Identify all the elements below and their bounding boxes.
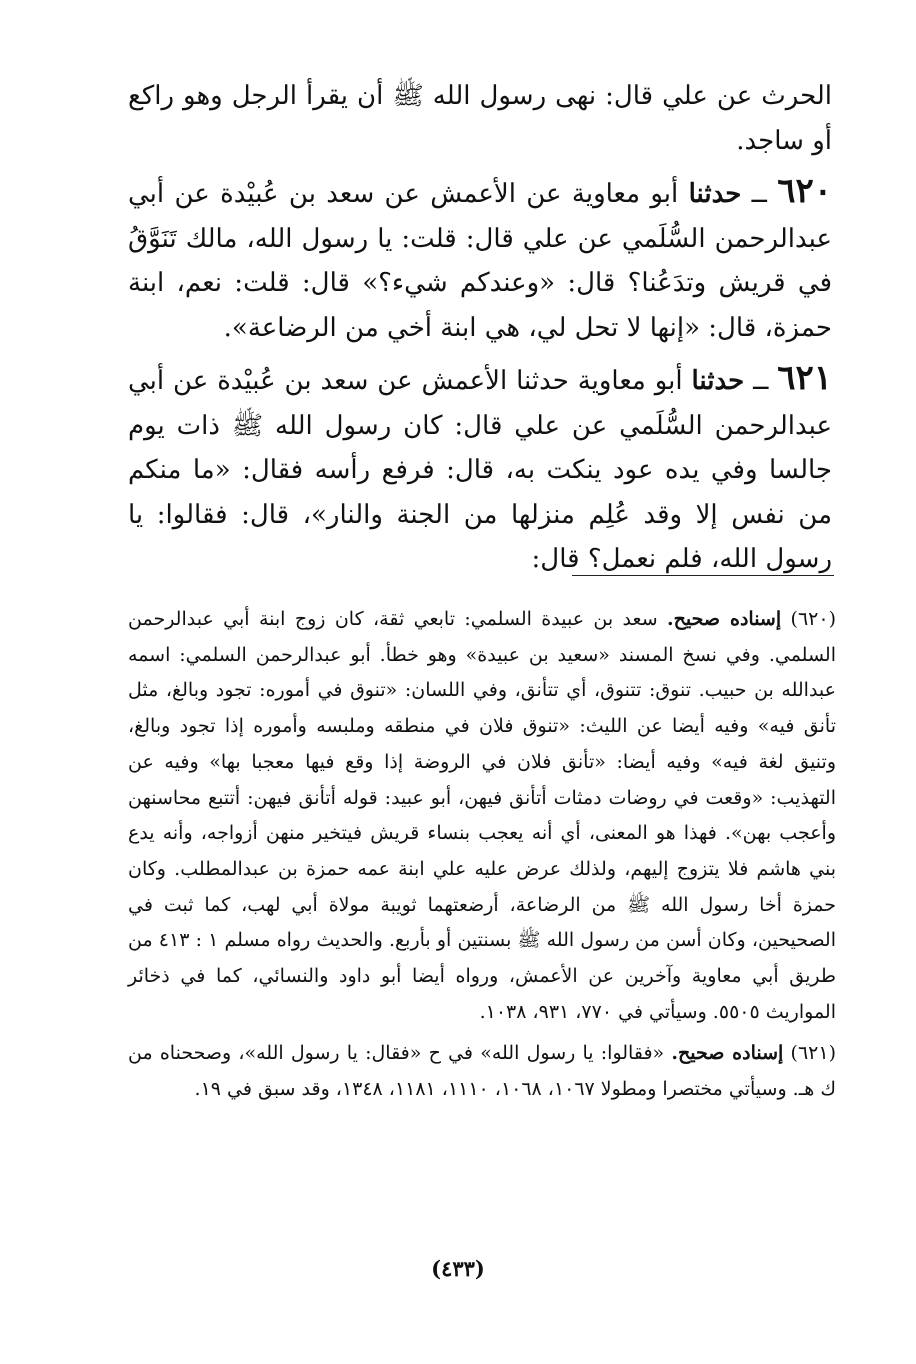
footnote-lead: إسناده صحيح. <box>671 1042 784 1065</box>
page-number: (٤٣٣) <box>431 1256 485 1281</box>
hadith-text: أبو معاوية حدثنا الأعمش عن سعد بن عُبيْدة عن أبي عبدالرحمن السُّلَمي عن علي قال: كان رسول الله ﷺ ذات يوم جالسا وفي يده عود ينكت به، قال: فرفع رأسه فقال: «ما منكم من نفس إلا وقد عُلِم منزلها من الجنة والنار»، قال: فقالوا: يا رسول الله، فلم نعمل؟ قال: <box>128 366 832 574</box>
hadith-text: أبو معاوية عن الأعمش عن سعد بن عُبيْدة عن أبي عبدالرحمن السُّلَمي عن علي قال: قلت: يا رسول الله، مالك تَنَوَّقُ في قريش وتدَعُنا؟ قال: «وعندكم شيء؟» قال: قلت: نعم، ابنة حمزة، قال: «إنها لا تحل لي، هي ابنة أخي من الرضاعة». <box>128 179 832 343</box>
main-text-block <box>128 74 832 582</box>
hadith-dash: ــ <box>753 366 769 396</box>
hadith-number: ٦٢١ <box>777 358 833 398</box>
hadith-lead-word: حدثنا <box>688 179 742 209</box>
footnote-621 <box>128 1036 836 1107</box>
footnote-text: «فقالوا: يا رسول الله» في ح «فقال: يا رسول الله»، وصححناه من ك هـ. وسيأتي مختصرا ومطولا ١٠٦٧، ١٠٦٨، ١١١٠، ١١٨١، ١٣٤٨، وقد سبق في ١٩. <box>128 1042 836 1101</box>
footnote-text: سعد بن عبيدة السلمي: تابعي ثقة، كان زوج ابنة أبي عبدالرحمن السلمي. وفي نسخ المسند «سعيد بن عبيدة» وهو خطأ. أبو عبدالرحمن السلمي: اسمه عبدالله بن حبيب. تنوق: تتنوق، أي تتأنق، وفي اللسان: «تنوق في أموره: تجود وبالغ، مثل تأنق فيه» وفيه أيضا عن الليث: «تنوق فلان في منطقه وملبسه وأموره إذا تجود وبالغ، وتنيق لغة فيه» وفيه أيضا: «تأنق فلان في الروضة إذا وقع فيها معجبا بها» وفيه عن التهذيب: «وقعت في روضات دمثات أتأنق فيهن، أبو عبيد: قوله أتأنق فيهن: أتتبع محاسنهن وأعجب بهن». فهذا هو المعنى، أي أنه يعجب بنساء قريش فيتخير منهن أزواجه، وأنه يدع بني هاشم فلا يتزوج إليهم، ولذلك عرض عليه علي ابنة عمه حمزة بن عبدالمطلب. وكان حمزة أخا رسول الله ﷺ من الرضاعة، أرضعتهما ثويبة مولاة أبي لهب، كما ثبت في الصحيحين، وكان أسن من رسول الله ﷺ بسنتين أو بأربع. والحديث رواه مسلم ١ : ٤١٣ من طريق أبي معاوية وآخرين عن الأعمش، ورواه أيضا أبو داود والنسائي، كما في ذخائر المواريث ٥٥٠٥. وسيأتي في ٧٧٠، ٩٣١، ١٠٣٨. <box>128 608 837 1023</box>
hadith-621 <box>128 356 832 582</box>
footnote-ref: (٦٢٠) <box>790 608 836 630</box>
top-paragraph: الحرث عن علي قال: نهى رسول الله ﷺ أن يقرأ الرجل وهو راكع أو ساجد. <box>128 81 832 156</box>
footnote-lead: إسناده صحيح. <box>667 608 782 630</box>
hadith-number: ٦٢٠ <box>777 171 833 211</box>
hadith-dash: ــ <box>751 179 767 209</box>
hadith-620 <box>128 169 832 350</box>
footnote-620 <box>128 602 836 1030</box>
footnote-divider <box>572 575 834 576</box>
footnote-ref: (٦٢١) <box>790 1042 837 1065</box>
hadith-lead-word: حدثنا <box>691 366 745 396</box>
footnotes-block <box>128 602 836 1108</box>
